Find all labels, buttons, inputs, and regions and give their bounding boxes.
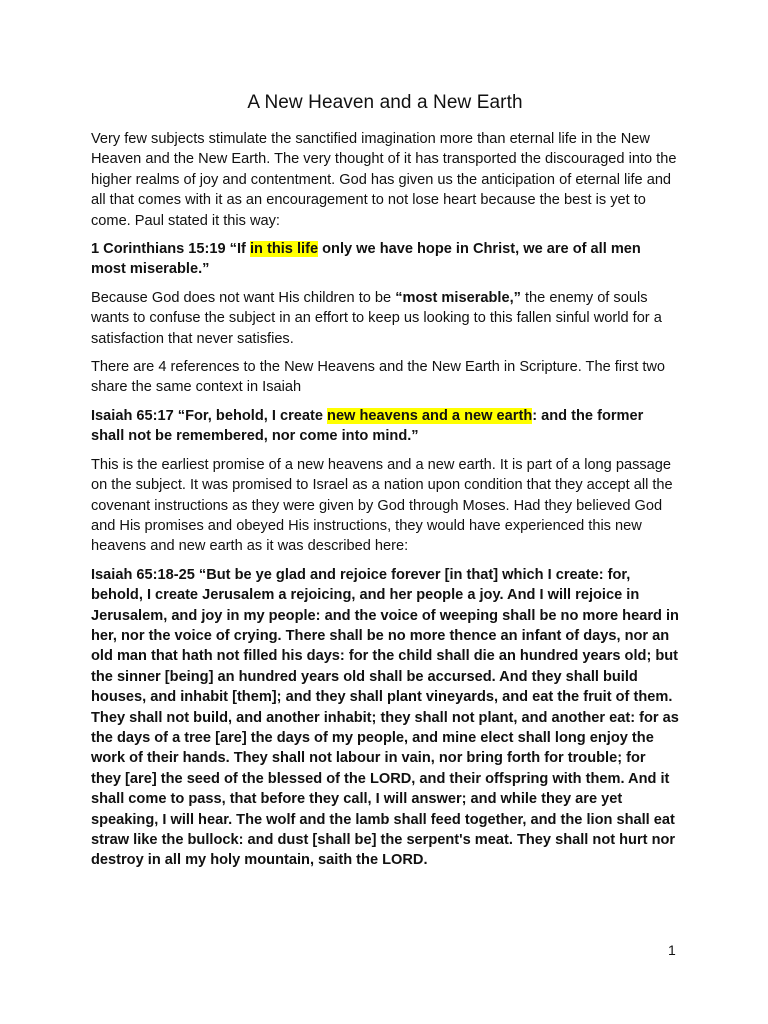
paragraph-earliest-promise: This is the earliest promise of a new heavens and a new earth. It is part of a long passage on the subject. It was promised to Israel as a nation upon condition that they accept all the covenant instructions as they were given by God through Moses. Had they believed God and His promises and obeyed His instructions, they would have experienced this new heavens and new earth as it was described here: bbox=[91, 456, 673, 555]
page-title: A New Heaven and a New Earth bbox=[247, 92, 523, 113]
paragraph-text: the enemy of souls wants to confuse the subject in an effort to keep us looking to this fallen sinful world for a satisfaction that never satisfies. bbox=[91, 289, 662, 347]
verse-text: : and the former shall not be remembered, nor come into mind.” bbox=[91, 407, 644, 445]
paragraph-most-miserable bbox=[91, 288, 679, 349]
document-body bbox=[91, 92, 679, 879]
verse-isaiah-65-17 bbox=[91, 406, 679, 447]
highlighted-text: in this life bbox=[249, 241, 319, 258]
bold-quote: “most miserable,” bbox=[395, 289, 521, 306]
paragraph-text: Because God does not want His children to be bbox=[91, 289, 396, 306]
intro-paragraph: Very few subjects stimulate the sanctified imagination more than eternal life in the New Heaven and the New Earth. The very thought of it has transported the discouraged into the higher realms of joy and contentment. God has given us the anticipation of eternal life and all that comes with it as an encouragement to not lose heart because the best is yet to come. Paul stated it this way: bbox=[91, 131, 677, 229]
verse-1-corinthians bbox=[91, 239, 679, 280]
verse-text: Isaiah 65:17 “For, behold, I create bbox=[91, 407, 328, 424]
verse-text: only we have hope in Christ, we are of all men most miserable.” bbox=[91, 241, 641, 278]
verse-isaiah-65-18-25: Isaiah 65:18-25 “But be ye glad and rejoice forever [in that] which I create: for, behold, I create Jerusalem a rejoicing, and her people a joy. And I will rejoice in Jerusalem, and joy in my people: and the voice of weeping shall be no more heard in her, nor the voice of crying. There shall be no more thence an infant of days, nor an old man that hath not filled his days: for the child shall die an hundred years old; but the sinner [being] an hundred years old shall be accursed. And they shall build houses, and inhabit [them]; and they shall plant vineyards, and eat the fruit of them. They shall not build, and another inhabit; they shall not plant, and another eat: for as the days of a tree [are] the days of my people, and mine elect shall long enjoy the work of their hands. They shall not labour in vain, nor bring forth for trouble; for they [are] the seed of the blessed of the LORD, and their offspring with them. And it shall come to pass, that before they call, I will answer; and while they are yet speaking, I will hear. The wolf and the lamb shall feed together, and the lion shall eat straw like the bullock: and dust [shall be] the serpent's meat. They shall not hurt nor destroy in all my holy mountain, saith the LORD. bbox=[91, 566, 679, 869]
verse-text: 1 Corinthians 15:19 “If bbox=[91, 241, 250, 258]
page-number: 1 bbox=[668, 942, 676, 958]
highlighted-text: new heavens and a new earth bbox=[327, 407, 533, 424]
paragraph-references: There are 4 references to the New Heavens and the New Earth in Scripture. The first two share the same context in Isaiah bbox=[91, 359, 666, 396]
